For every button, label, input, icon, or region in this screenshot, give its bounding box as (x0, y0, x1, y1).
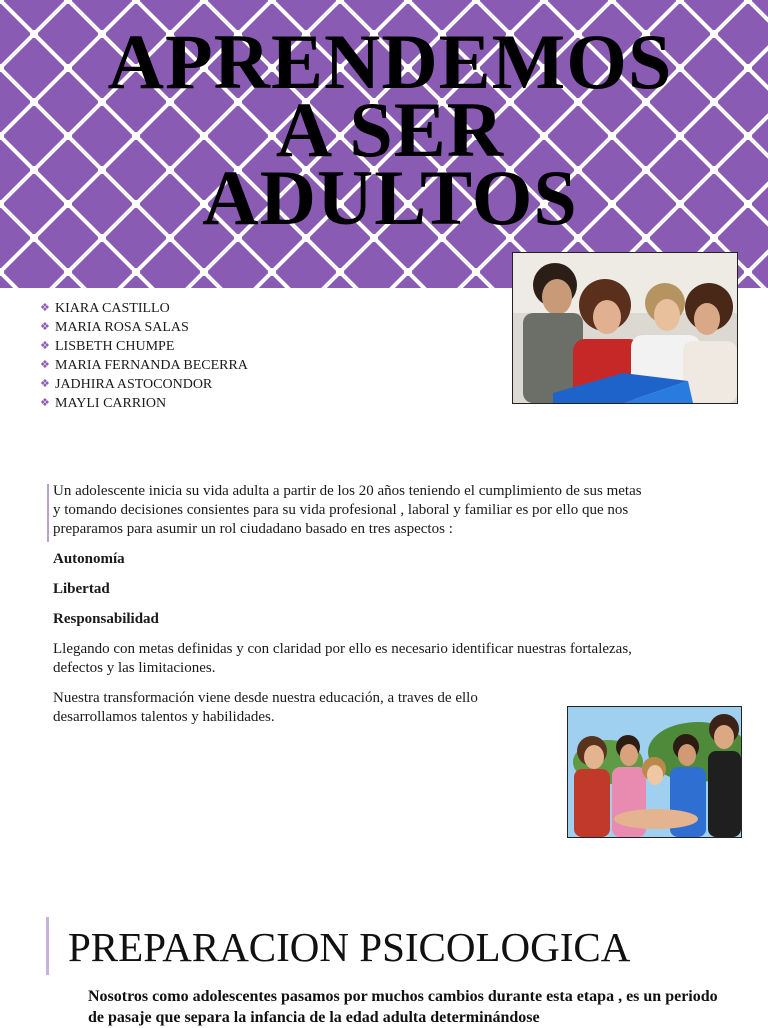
section-accent-bar (46, 917, 49, 975)
member-name: MARIA ROSA SALAS (55, 320, 189, 335)
diamond-outline-icon: ❖ (40, 397, 50, 409)
diamond-outline-icon: ❖ (40, 378, 50, 390)
title-line-3: ADULTOS (202, 154, 578, 241)
diamond-outline-icon: ❖ (40, 321, 50, 333)
diamond-outline-icon: ❖ (40, 340, 50, 352)
section-title: PREPARACION PSICOLOGICA (68, 924, 631, 970)
member-name: MARIA FERNANDA BECERRA (55, 358, 248, 373)
education-paragraph: Nuestra transformación viene desde nuestra educación, a traves de ello desarrollamos talentos y habilidades. (53, 690, 478, 725)
accent-bar (47, 484, 49, 542)
group-hands-photo (567, 706, 742, 838)
member-item (40, 299, 248, 318)
title-banner (0, 0, 768, 288)
diamond-outline-icon: ❖ (40, 302, 50, 314)
title-line-2: A SER (275, 86, 505, 173)
title-line-1: APRENDEMOS (107, 18, 673, 105)
goals-paragraph: Llegando con metas definidas y con claridad por ello es necesario identificar nuestras fortalezas, defectos y las limitaciones. (53, 641, 632, 676)
aspect-freedom: Libertad (53, 581, 110, 597)
closing-paragraph: Nosotros como adolescentes pasamos por muchos cambios durante esta etapa , es un periodo de pasaje que separa la infancia de la edad adulta determinándose (88, 988, 718, 1026)
intro-block (53, 482, 643, 539)
aspect-autonomy: Autonomía (53, 551, 125, 567)
member-item (40, 356, 248, 375)
member-name: LISBETH CHUMPE (55, 339, 175, 354)
member-item (40, 337, 248, 356)
member-list (40, 299, 248, 413)
member-name: KIARA CASTILLO (55, 301, 170, 316)
aspect-responsibility: Responsabilidad (53, 611, 159, 627)
member-name: MAYLI CARRION (55, 396, 167, 411)
diamond-outline-icon: ❖ (40, 359, 50, 371)
slide-two-content (53, 482, 643, 727)
member-item (40, 394, 248, 413)
presentation-title (0, 18, 768, 241)
member-item (40, 375, 248, 394)
member-item (40, 318, 248, 337)
intro-paragraph: Un adolescente inicia su vida adulta a partir de los 20 años teniendo el cumplimiento de sus metas y tomando decisiones consientes para su vida profesional , laboral y familiar es por ello que nos preparamos para asumir un rol ciudadano basado en tres aspectos : (53, 483, 642, 537)
member-name: JADHIRA ASTOCONDOR (55, 377, 213, 392)
students-photo (512, 252, 738, 404)
